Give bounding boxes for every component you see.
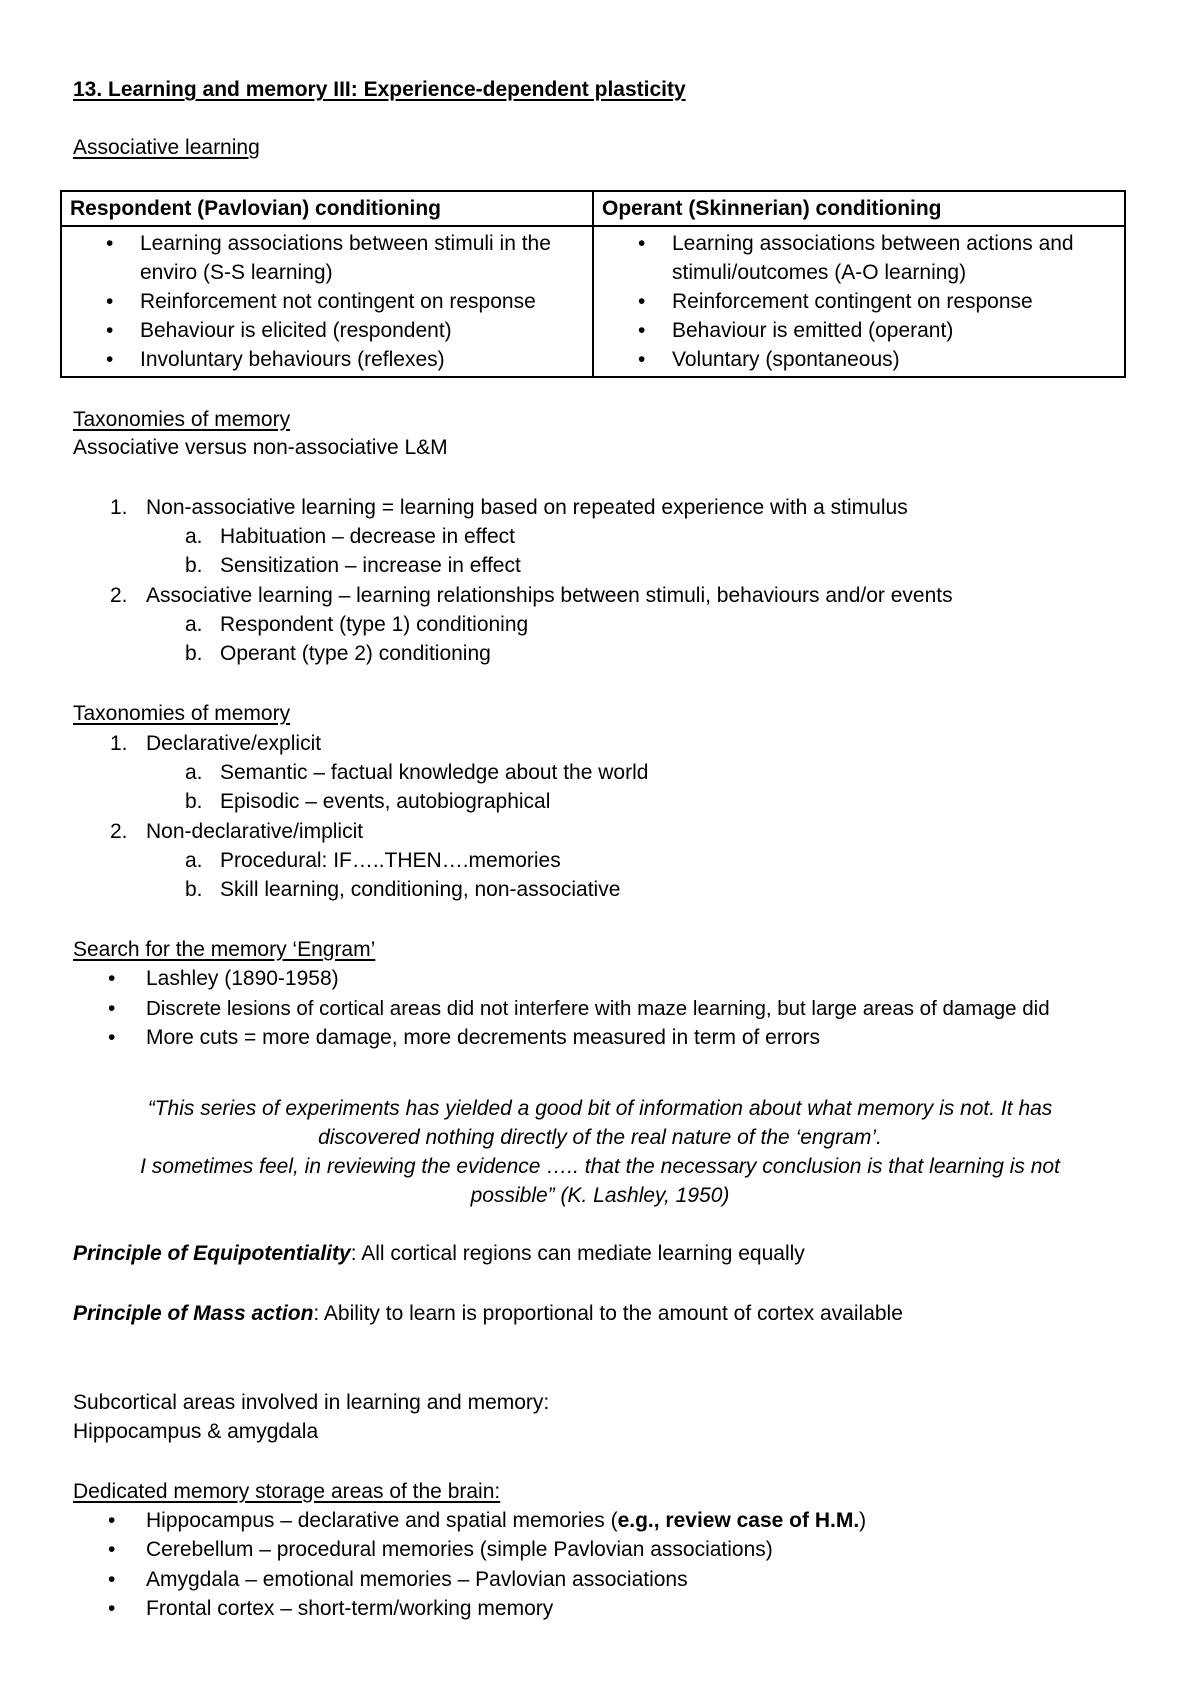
section-heading-engram: Search for the memory ‘Engram’ <box>73 938 376 961</box>
list-item: Respondent (type 1) conditioning <box>220 613 529 636</box>
list-item: Semantic – factual knowledge about the world <box>220 761 649 784</box>
list-item: Non-declarative/implicit <box>146 820 364 843</box>
list-item <box>146 1507 866 1535</box>
list-item: Skill learning, conditioning, non-associative <box>220 878 621 901</box>
quote-line: “This series of experiments has yielded a good bit of information about what memory is not. It has <box>147 1097 1053 1120</box>
list-item: • Involuntary behaviours (reflexes) <box>140 345 584 374</box>
list-item: • Learning associations between actions and stimuli/outcomes (A-O learning) <box>672 229 1116 287</box>
list-item: Associative learning – learning relationships between stimuli, behaviours and/or events <box>146 584 953 607</box>
list-number: 1. <box>110 732 128 755</box>
bullet-icon: • <box>108 997 116 1020</box>
section-heading-associative: Associative learning <box>73 136 260 159</box>
bullet-icon: • <box>108 1568 116 1591</box>
quote-line: discovered nothing directly of the real nature of the ‘engram’. <box>318 1126 882 1149</box>
list-letter: b. <box>185 554 203 577</box>
principle-text: : Ability to learn is proportional to the amount of cortex available <box>313 1302 903 1325</box>
list-item: Habituation – decrease in effect <box>220 525 515 548</box>
bullet-icon: • <box>108 1026 116 1049</box>
subcortical-line: Hippocampus & amygdala <box>73 1420 319 1443</box>
list-item: • Behaviour is emitted (operant) <box>672 316 1116 345</box>
list-item: Cerebellum – procedural memories (simple Pavlovian associations) <box>146 1538 773 1561</box>
list-item: Episodic – events, autobiographical <box>220 790 551 813</box>
list-item: • Reinforcement contingent on response <box>672 287 1116 316</box>
table-cell-operant <box>593 226 1125 377</box>
list-item-text: Hippocampus – declarative and spatial memories ( <box>146 1509 618 1532</box>
list-letter: a. <box>185 613 203 636</box>
list-number: 1. <box>110 496 128 519</box>
list-item-text: ) <box>859 1509 867 1532</box>
list-item: • Learning associations between stimuli in the enviro (S-S learning) <box>140 229 584 287</box>
conditioning-comparison-table <box>60 190 1126 378</box>
subcortical-line: Subcortical areas involved in learning and memory: <box>73 1391 550 1414</box>
list-number: 2. <box>110 820 128 843</box>
list-item: • Behaviour is elicited (respondent) <box>140 316 584 345</box>
table-cell-respondent <box>61 226 593 377</box>
quote-line: possible” (K. Lashley, 1950) <box>470 1184 730 1207</box>
bullet-icon: • <box>108 1597 116 1620</box>
list-letter: b. <box>185 642 203 665</box>
list-item: More cuts = more damage, more decrements measured in term of errors <box>146 1026 821 1049</box>
list-item: Discrete lesions of cortical areas did not interfere with maze learning, but large areas of damage did <box>146 997 1050 1020</box>
list-number: 2. <box>110 584 128 607</box>
lashley-quote <box>60 1094 1140 1210</box>
section-subheading: Associative versus non-associative L&M <box>73 436 448 459</box>
section-heading-taxonomies-2: Taxonomies of memory <box>73 702 291 725</box>
list-item: Amygdala – emotional memories – Pavlovian associations <box>146 1568 688 1591</box>
principle-label: Principle of Equipotentiality <box>73 1242 351 1265</box>
bullet-icon: • <box>108 967 116 990</box>
section-heading-dedicated: Dedicated memory storage areas of the brain: <box>73 1480 501 1503</box>
list-item: Declarative/explicit <box>146 732 322 755</box>
list-item: Operant (type 2) conditioning <box>220 642 491 665</box>
list-item: Procedural: IF…..THEN….memories <box>220 849 561 872</box>
list-item-emphasis: e.g., review case of H.M. <box>617 1509 860 1532</box>
principle-text: : All cortical regions can mediate learning equally <box>350 1242 805 1265</box>
list-letter: b. <box>185 790 203 813</box>
list-item: Lashley (1890-1958) <box>146 967 339 990</box>
bullet-icon: • <box>108 1538 116 1561</box>
table-header-operant: Operant (Skinnerian) conditioning <box>593 191 1125 226</box>
list-item: Sensitization – increase in effect <box>220 554 521 577</box>
list-item: • Voluntary (spontaneous) <box>672 345 1116 374</box>
list-letter: a. <box>185 761 203 784</box>
page-title: 13. Learning and memory III: Experience-dependent plasticity <box>73 78 686 101</box>
list-letter: b. <box>185 878 203 901</box>
principle-mass-action <box>73 1300 903 1328</box>
list-item: • Reinforcement not contingent on response <box>140 287 584 316</box>
principle-label: Principle of Mass action <box>73 1302 314 1325</box>
section-heading-taxonomies-1: Taxonomies of memory <box>73 408 291 431</box>
list-letter: a. <box>185 525 203 548</box>
list-item: Non-associative learning = learning based on repeated experience with a stimulus <box>146 496 908 519</box>
quote-line: I sometimes feel, in reviewing the evidence ….. that the necessary conclusion is that learning is not <box>140 1155 1060 1178</box>
principle-equipotentiality <box>73 1240 805 1268</box>
bullet-icon: • <box>108 1509 116 1532</box>
list-item: Frontal cortex – short-term/working memory <box>146 1597 554 1620</box>
list-letter: a. <box>185 849 203 872</box>
table-header-respondent: Respondent (Pavlovian) conditioning <box>61 191 593 226</box>
